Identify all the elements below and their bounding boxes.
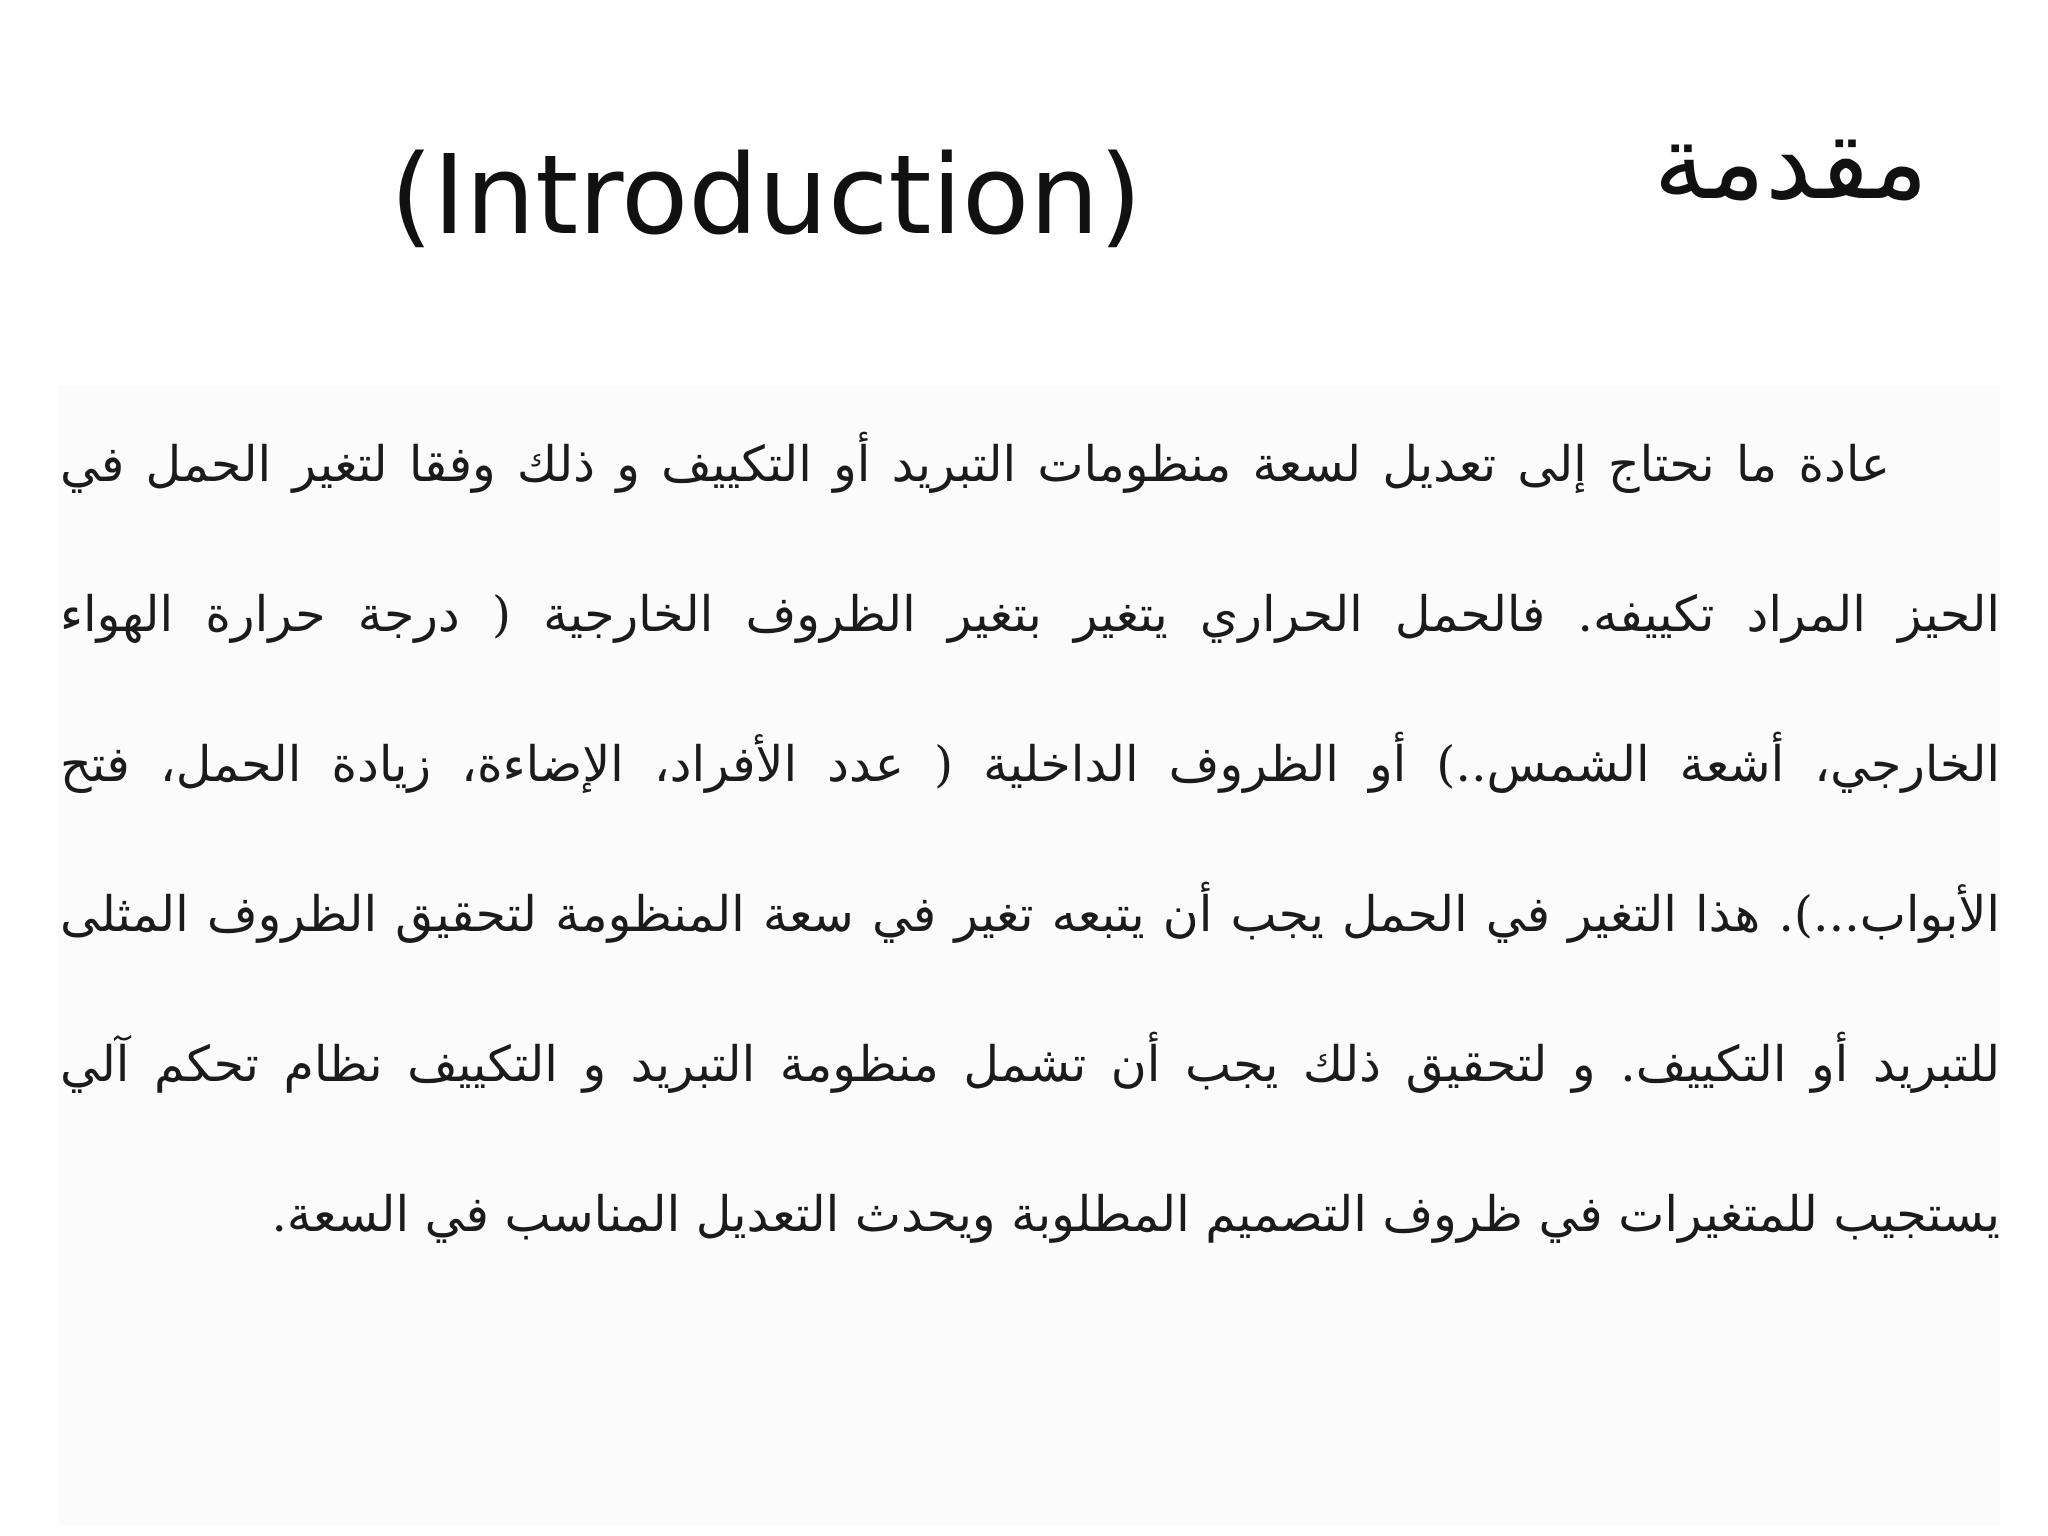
body-paragraph: عادة ما نحتاج إلى تعديل لسعة منظومات التبريد أو التكييف و ذلك وفقا لتغير الحمل في الحيز المراد تكييفه. فالحمل الحراري يتغير بتغير الظروف الخارجية ( درجة حرارة الهواء الخارجي، أشعة الشمس..) أو الظروف الداخلية ( عدد الأفراد، الإضاءة، زيادة الحمل، فتح الأبواب...). هذا التغير في الحمل يجب أن يتبعه تغير في سعة المنظومة لتحقيق الظروف المثلى للتبريد أو التكييف. و لتحقيق ذلك يجب أن تشمل منظومة التبريد و التكييف نظام تحكم آلي يستجيب للمتغيرات في ظروف التصميم المطلوبة ويحدث التعديل المناسب في السعة.	[60, 436, 2000, 1243]
slide-title-english: (Introduction)	[390, 131, 1142, 259]
slide-title-arabic: مقدمة	[1653, 101, 1928, 223]
